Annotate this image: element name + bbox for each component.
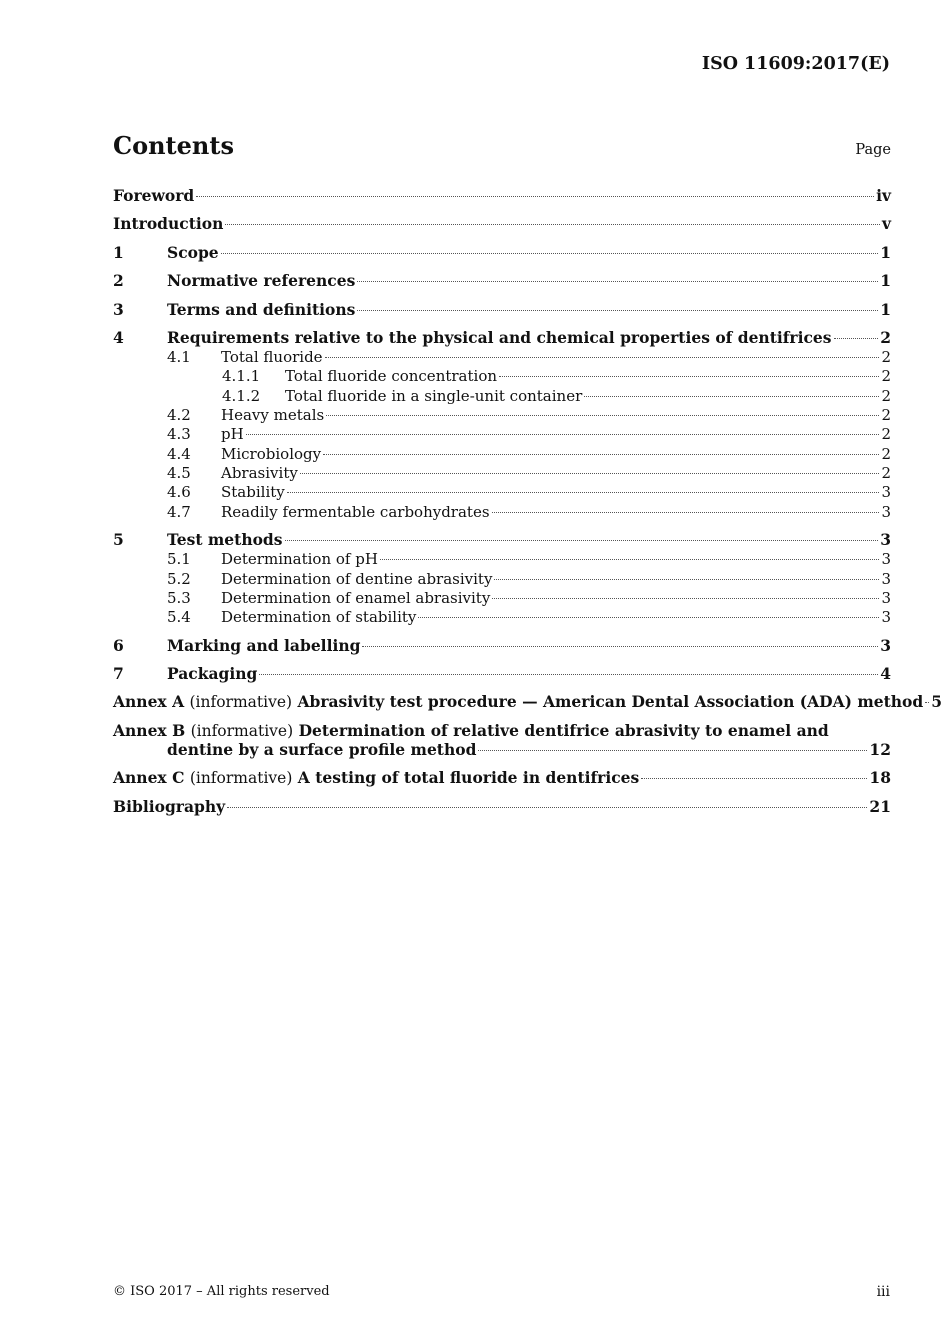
toc-number: 4.5: [167, 464, 191, 482]
dot-leader: [478, 750, 867, 751]
toc-number: 4.2: [167, 406, 191, 424]
toc-title: Determination of enamel abrasivity: [221, 589, 491, 607]
toc-number: 1: [113, 243, 124, 262]
toc-title: Introduction: [113, 214, 224, 233]
toc-number: 4.1.1: [222, 367, 261, 385]
toc-page: 2: [881, 387, 891, 405]
toc-title: Microbiology: [221, 445, 322, 463]
dot-leader: [584, 396, 879, 397]
dot-leader: [300, 473, 880, 474]
toc-page: 4: [880, 664, 891, 683]
dot-leader: [259, 674, 878, 675]
toc-page: 3: [881, 608, 891, 626]
toc-page: 2: [881, 425, 891, 443]
toc-number: 6: [113, 636, 124, 655]
toc-entry-5-3[interactable]: [113, 588, 891, 608]
toc-entry-annex-b[interactable]: [113, 721, 891, 741]
dot-leader: [362, 646, 878, 647]
toc-page: 3: [880, 530, 891, 549]
toc-number: 4.7: [167, 503, 191, 521]
toc-page: 2: [881, 406, 891, 424]
toc-entry-4-3[interactable]: [113, 424, 891, 444]
toc-entry-5[interactable]: [113, 530, 891, 550]
toc-page: 3: [881, 550, 891, 568]
toc-number: 5: [113, 530, 124, 549]
toc-title: [113, 721, 829, 741]
toc-title: Bibliography: [113, 797, 226, 816]
toc-entry-4-5[interactable]: [113, 463, 891, 483]
toc-entry-4-1-2[interactable]: [113, 386, 891, 406]
dot-leader: [225, 224, 880, 225]
toc-entry-annex-b-cont[interactable]: [113, 740, 891, 760]
toc-entry-4-2[interactable]: [113, 405, 891, 425]
toc-page: 3: [881, 503, 891, 521]
toc-entry-4-4[interactable]: [113, 444, 891, 464]
toc-entry-7[interactable]: [113, 664, 891, 684]
toc-title: Test methods: [167, 530, 283, 549]
toc-page: 1: [880, 271, 891, 290]
toc-page: v: [881, 214, 891, 233]
toc-page: 21: [869, 797, 891, 816]
toc-page: 3: [880, 636, 891, 655]
toc-entry-4-1[interactable]: [113, 347, 891, 367]
toc-page: 2: [881, 445, 891, 463]
toc-number: 4.1: [167, 348, 191, 366]
dot-leader: [492, 598, 879, 599]
toc-entry-5-4[interactable]: [113, 607, 891, 627]
dot-leader: [357, 281, 878, 282]
toc-title: [113, 768, 639, 788]
toc-title: Determination of pH: [221, 550, 378, 568]
toc-entry-4[interactable]: [113, 328, 891, 348]
dot-leader: [925, 702, 929, 703]
toc-title: Determination of stability: [221, 608, 417, 626]
toc-entry-4-6[interactable]: [113, 482, 891, 502]
toc-title: Determination of dentine abrasivity: [221, 570, 493, 588]
dot-leader: [285, 540, 879, 541]
toc-title: [113, 692, 923, 712]
toc-title: Abrasivity: [221, 464, 298, 482]
contents-heading: Contents: [113, 131, 234, 160]
toc-entry-3[interactable]: [113, 300, 891, 320]
annex-label: Annex B: [113, 721, 186, 740]
toc-number: 4.6: [167, 483, 191, 501]
dot-leader: [357, 310, 878, 311]
toc-page: 2: [881, 464, 891, 482]
annex-label: Annex C: [113, 768, 185, 787]
toc-page: 3: [881, 570, 891, 588]
annex-type: (informative): [189, 769, 293, 787]
toc-page: 1: [880, 300, 891, 319]
toc-page: 3: [881, 483, 891, 501]
toc-entry-4-7[interactable]: [113, 502, 891, 522]
page-column-label: Page: [855, 142, 891, 158]
toc-number: 4: [113, 328, 124, 347]
toc-page: 3: [881, 589, 891, 607]
annex-label: Annex A: [113, 692, 185, 711]
toc-page: 1: [880, 243, 891, 262]
toc-entry-4-1-1[interactable]: [113, 366, 891, 386]
dot-leader: [326, 415, 879, 416]
toc-page: 2: [881, 367, 891, 385]
toc-title: Scope: [167, 243, 219, 262]
toc-title: Total fluoride: [221, 348, 323, 366]
annex-title: Abrasivity test procedure — American Dental Association (ADA) method: [297, 692, 924, 711]
toc-number: 5.2: [167, 570, 191, 588]
toc-page: iv: [876, 186, 891, 205]
toc-title: Total fluoride concentration: [285, 367, 498, 385]
toc-number: 4.3: [167, 425, 191, 443]
dot-leader: [246, 434, 880, 435]
toc-entry-1[interactable]: [113, 243, 891, 263]
toc-title: Total fluoride in a single-unit container: [285, 387, 583, 405]
toc-number: 7: [113, 664, 124, 683]
toc-number: 2: [113, 271, 124, 290]
toc-entry-5-2[interactable]: [113, 569, 891, 589]
toc-entry-6[interactable]: [113, 636, 891, 656]
toc-entry-5-1[interactable]: [113, 549, 891, 569]
toc-entry-annex-c[interactable]: [113, 768, 891, 788]
dot-leader: [227, 807, 867, 808]
doc-id: ISO 11609:2017(E): [701, 54, 890, 74]
toc-page: 5: [931, 692, 943, 711]
toc-entry-introduction[interactable]: [113, 214, 891, 234]
toc-page: 2: [881, 348, 891, 366]
toc-title: Normative references: [167, 271, 356, 290]
dot-leader: [380, 559, 880, 560]
dot-leader: [325, 357, 880, 358]
toc-page: 12: [869, 740, 891, 759]
annex-title: Determination of relative dentifrice abrasivity to enamel and: [298, 721, 829, 740]
toc-entry-bibliography[interactable]: [113, 797, 891, 817]
annex-title-continued: dentine by a surface profile method: [167, 740, 477, 759]
toc-title: pH: [221, 425, 244, 443]
toc-title: Heavy metals: [221, 406, 325, 424]
toc-entry-foreword[interactable]: [113, 186, 891, 206]
annex-title: A testing of total fluoride in dentifrices: [297, 768, 640, 787]
toc-number: 5.4: [167, 608, 191, 626]
dot-leader: [196, 196, 874, 197]
annex-type: (informative): [190, 722, 294, 740]
toc-title: Readily fermentable carbohydrates: [221, 503, 490, 521]
toc-page: 18: [869, 768, 891, 787]
toc-page: 2: [880, 328, 891, 347]
toc-title: Foreword: [113, 186, 195, 205]
dot-leader: [641, 778, 867, 779]
page-number: iii: [876, 1284, 890, 1300]
toc-number: 3: [113, 300, 124, 319]
toc-entry-annex-a[interactable]: [113, 692, 943, 712]
toc-title: Packaging: [167, 664, 258, 683]
dot-leader: [492, 512, 880, 513]
dot-leader: [494, 579, 879, 580]
dot-leader: [834, 338, 879, 339]
dot-leader: [418, 617, 879, 618]
toc-number: 5.1: [167, 550, 191, 568]
toc-title: Stability: [221, 483, 285, 501]
annex-type: (informative): [189, 693, 293, 711]
dot-leader: [287, 492, 880, 493]
toc-title: Marking and labelling: [167, 636, 361, 655]
toc-number: 5.3: [167, 589, 191, 607]
dot-leader: [323, 454, 879, 455]
dot-leader: [499, 376, 879, 377]
toc-number: 4.1.2: [222, 387, 261, 405]
copyright-notice: © ISO 2017 – All rights reserved: [113, 1284, 330, 1299]
toc-title: Requirements relative to the physical and chemical properties of dentifrices: [167, 328, 832, 347]
dot-leader: [221, 253, 879, 254]
toc-title: Terms and definitions: [167, 300, 356, 319]
toc-number: 4.4: [167, 445, 191, 463]
toc-entry-2[interactable]: [113, 271, 891, 291]
